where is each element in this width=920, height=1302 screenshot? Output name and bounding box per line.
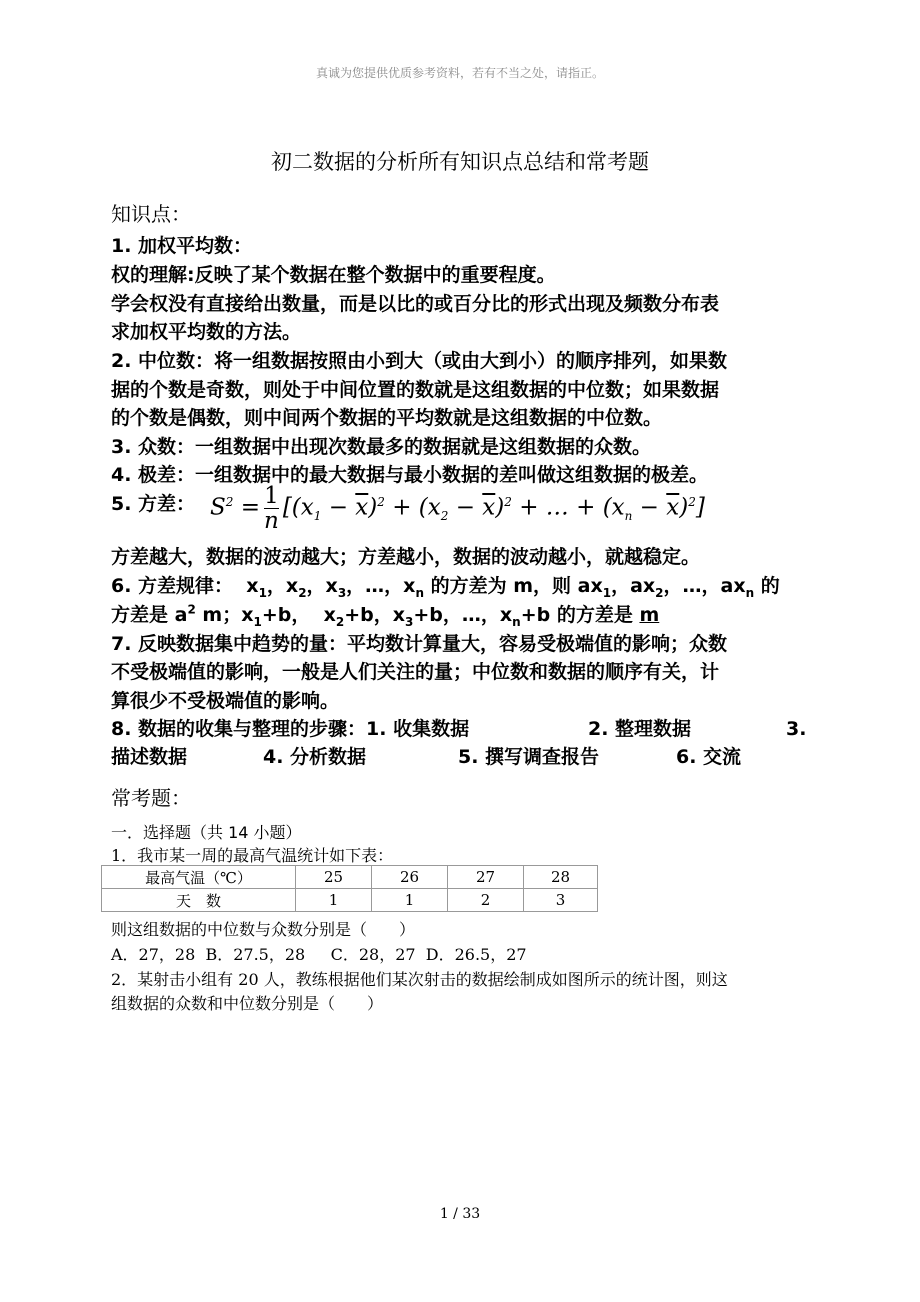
variance-formula: $S^2$ = $\frac{1}{n}$ [$(x_1 - \overline{x})^2 + (x_2 - \overline{x})^2$ + … + $(x_n - \overline{x})^2$] <box>210 483 705 534</box>
table-cell: 天 数 <box>102 889 296 912</box>
section-exam-heading: 常考题： <box>111 786 191 810</box>
k6-prefix: 6. 方差规律： <box>111 575 234 597</box>
table-cell: 3 <box>524 889 598 912</box>
k1-line-1: 权的理解:反映了某个数据在整个数据中的重要程度。 <box>111 264 556 286</box>
temperature-table <box>101 865 598 912</box>
table-cell: 1 <box>372 889 448 912</box>
k5-label: 5. 方差： <box>111 493 196 515</box>
document-title: 初二数据的分析所有知识点总结和常考题 <box>271 150 649 174</box>
k8-step-3: 描述数据 <box>111 746 188 768</box>
table-cell: 1 <box>296 889 372 912</box>
q1-options: A．27，28 B．27.5，28 C．28，27 D．26.5，27 <box>111 945 527 964</box>
table-cell: 最高气温（℃） <box>102 866 296 889</box>
k4-line: 4. 极差：一组数据中的最大数据与最小数据的差叫做这组数据的极差。 <box>111 464 709 486</box>
k1-heading: 1. 加权平均数： <box>111 235 253 257</box>
table-cell: 25 <box>296 866 372 889</box>
table-cell: 27 <box>448 866 524 889</box>
q1-stem: 1．我市某一周的最高气温统计如下表： <box>111 846 394 865</box>
table-cell: 26 <box>372 866 448 889</box>
table-row <box>102 889 598 912</box>
k7-line-2: 不受极端值的影响，一般是人们关注的量；中位数和数据的顺序有关，计 <box>111 661 720 683</box>
k6-line-1: 6. 方差规律： $x_1$，$x_2$，$x_3$，…，$x_n$ 的方差为 m，则 $ax_1$，$ax_2$，…，$ax_n$ 的 <box>111 575 780 600</box>
q2-line-1: 2．某射击小组有 20 人，教练根据他们某次射击的数据绘制成如图所示的统计图，则这 <box>111 970 728 989</box>
q2-line-2: 组数据的众数和中位数分别是（ ） <box>111 994 384 1013</box>
part1-heading: 一．选择题（共 14 小题） <box>111 823 302 842</box>
k1-line-2: 学会权没有直接给出数量，而是以比的或百分比的形式出现及频数分布表 <box>111 293 720 315</box>
k7-line-1: 7. 反映数据集中趋势的量：平均数计算量大，容易受极端值的影响；众数 <box>111 633 728 655</box>
page-number: 1 / 33 <box>439 1206 481 1222</box>
k5-after: 方差越大，数据的波动越大；方差越小，数据的波动越小，就越稳定。 <box>111 546 701 568</box>
k2-line-2: 据的个数是奇数，则处于中间位置的数就是这组数据的中位数；如果数据 <box>111 379 720 401</box>
k8-step-4: 4. 分析数据 <box>263 746 367 768</box>
k8-step-2: 2. 整理数据 <box>588 718 692 740</box>
table-row <box>102 866 598 889</box>
q1-ask: 则这组数据的中位数与众数分别是（ ） <box>111 920 416 939</box>
k2-line-1: 2. 中位数：将一组数据按照由小到大（或由大到小）的顺序排列，如果数 <box>111 350 728 372</box>
section-knowledge-heading: 知识点： <box>111 202 191 226</box>
k7-line-3: 算很少不受极端值的影响。 <box>111 690 340 712</box>
table-cell: 2 <box>448 889 524 912</box>
k8-line-1: 8. 数据的收集与整理的步骤：1. 收集数据 <box>111 718 470 740</box>
k6-suffix: 方差是 <box>111 604 169 626</box>
table-cell: 28 <box>524 866 598 889</box>
header-note: 真诚为您提供优质参考资料，若有不当之处，请指正。 <box>315 66 604 80</box>
k8-step-5: 5. 撰写调查报告 <box>458 746 600 768</box>
k1-line-3: 求加权平均数的方法。 <box>111 321 302 343</box>
k3-line: 3. 众数：一组数据中出现次数最多的数据就是这组数据的众数。 <box>111 436 652 458</box>
k2-line-3: 的个数是偶数，则中间两个数据的平均数就是这组数据的中位数。 <box>111 407 663 429</box>
k6-line-2: 方差是 $a^2$ m；$x_1+b$， $x_2+b$，$x_3+b$，…，$x_n+b$ 的方差是 m <box>111 602 660 629</box>
k8-step-3-number: 3. <box>786 718 807 740</box>
k8-step-6: 6. 交流 <box>676 746 742 768</box>
